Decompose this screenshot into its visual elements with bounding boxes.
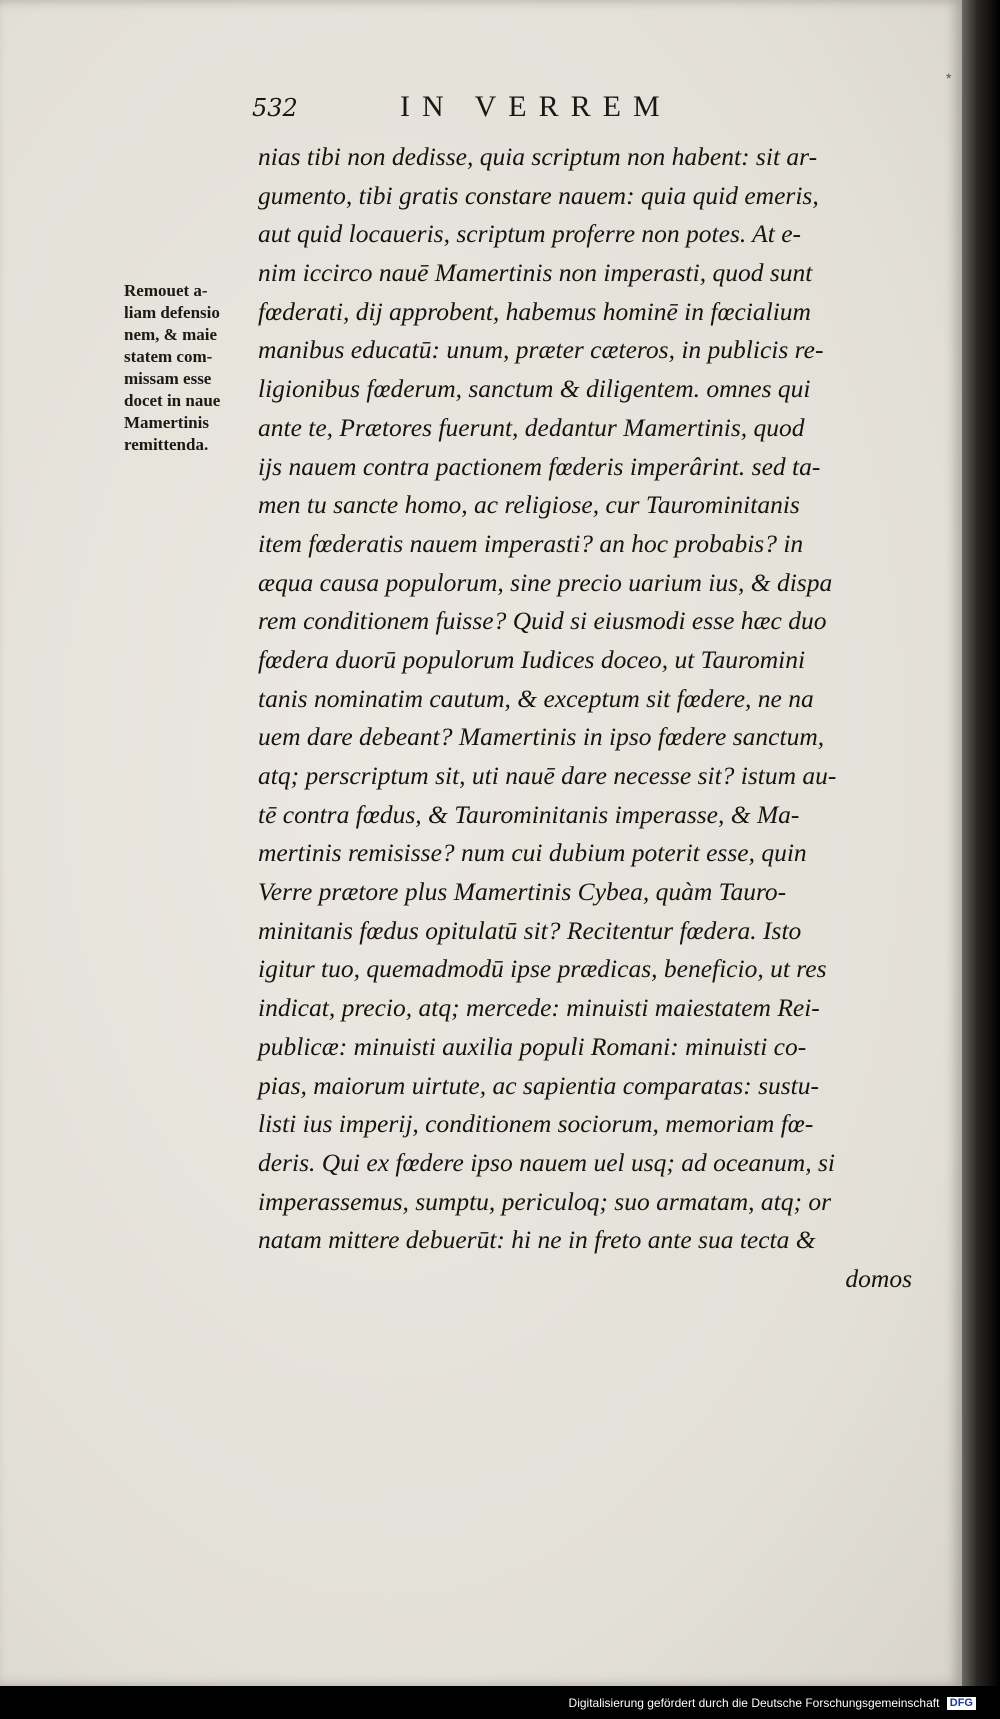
text-line: gumento, tibi gratis constare nauem: quia quid emeris,: [258, 180, 819, 210]
text-line: indicat, precio, atq; mercede: minuisti maiestatem Rei-: [258, 993, 820, 1023]
marginal-line: Remouet a-: [124, 281, 208, 300]
text-line: tanis nominatim cautum, & exceptum sit fœdere, ne na: [258, 683, 814, 713]
text-line: imperassemus, sumptu, periculoq; suo armatam, atq; or: [258, 1186, 832, 1216]
text-line: rem conditionem fuisse? Quid si eiusmodi esse hæc duo: [258, 606, 827, 636]
marginal-line: liam defensio: [124, 303, 220, 322]
text-line: deris. Qui ex fœdere ipso nauem uel usq; ad oceanum, si: [258, 1147, 835, 1177]
text-line: natam mittere debuerūt: hi ne in freto ante sua tecta &: [258, 1225, 816, 1255]
marginal-line: statem com-: [124, 347, 213, 366]
page-header: [252, 90, 812, 130]
marginal-line: missam esse: [124, 369, 212, 388]
text-line: Verre prætore plus Mamertinis Cybea, quàm Tauro-: [258, 877, 787, 907]
text-line: pias, maiorum uirtute, ac sapientia comparatas: sustu-: [258, 1070, 819, 1100]
text-line: item fœderatis nauem imperasti? an hoc probabis? in: [258, 528, 804, 558]
text-line: nias tibi non dedisse, quia scriptum non habent: sit ar-: [258, 142, 818, 171]
text-line: nim iccirco nauē Mamertinis non imperasti, quod sunt: [258, 258, 813, 288]
body-text: [258, 138, 948, 1299]
marginal-line: docet in naue: [124, 391, 221, 410]
catchword: domos: [845, 1263, 912, 1293]
text-line: mertinis remisisse? num cui dubium poterit esse, quin: [258, 838, 807, 868]
text-line: ijs nauem contra pactionem fœderis imperârint. sed ta-: [258, 451, 821, 481]
page-number: 532: [252, 94, 298, 122]
text-line: listi ius imperij, conditionem sociorum, memoriam fœ-: [258, 1109, 814, 1139]
text-line: æqua causa populorum, sine precio uarium ius, & dispa: [258, 567, 833, 597]
text-line: fœdera duorū populorum Iudices doceo, ut Tauromini: [258, 644, 806, 674]
marginal-line: Mamertinis: [124, 413, 209, 432]
text-line: atq; perscriptum sit, uti nauē dare necesse sit? istum au-: [258, 761, 837, 790]
dfg-logo: DFG: [947, 1697, 976, 1710]
text-line: fœderati, dij approbent, habemus hominē in fœcialium: [258, 296, 811, 326]
text-line: ante te, Prætores fuerunt, dedantur Mamertinis, quod: [258, 412, 805, 442]
text-line: uem dare debeant? Mamertinis in ipso fœdere sanctum,: [258, 722, 825, 752]
text-line: tē contra fœdus, & Taurominitanis imperasse, & Ma-: [258, 799, 800, 829]
running-head: IN VERREM: [400, 90, 672, 123]
footer-credit-text: Digitalisierung gefördert durch die Deutsche Forschungsgemeinschaft: [568, 1696, 940, 1710]
text-line: ligionibus fœderum, sanctum & diligentem. omnes qui: [258, 374, 811, 404]
footer-credit: [569, 1696, 976, 1710]
text-line: igitur tuo, quemadmodū ipse prædicas, beneficio, ut res: [258, 954, 827, 984]
text-line: minitanis fœdus opitulatū sit? Recitentur fœdera. Isto: [258, 915, 802, 945]
edge-mark: *: [946, 70, 952, 86]
text-line: aut quid locaueris, scriptum proferre non potes. At e-: [258, 219, 802, 249]
marginal-line: nem, & maie: [124, 325, 218, 344]
text-line: manibus educatū: unum, præter cæteros, in publicis re-: [258, 335, 824, 365]
text-line: publicæ: minuisti auxilia populi Romani: minuisti co-: [258, 1031, 807, 1061]
marginal-line: remittenda.: [124, 435, 209, 454]
text-line: men tu sancte homo, ac religiose, cur Taurominitanis: [258, 490, 800, 520]
marginal-note: [124, 280, 272, 456]
page-edge-shadow: [962, 0, 1000, 1686]
